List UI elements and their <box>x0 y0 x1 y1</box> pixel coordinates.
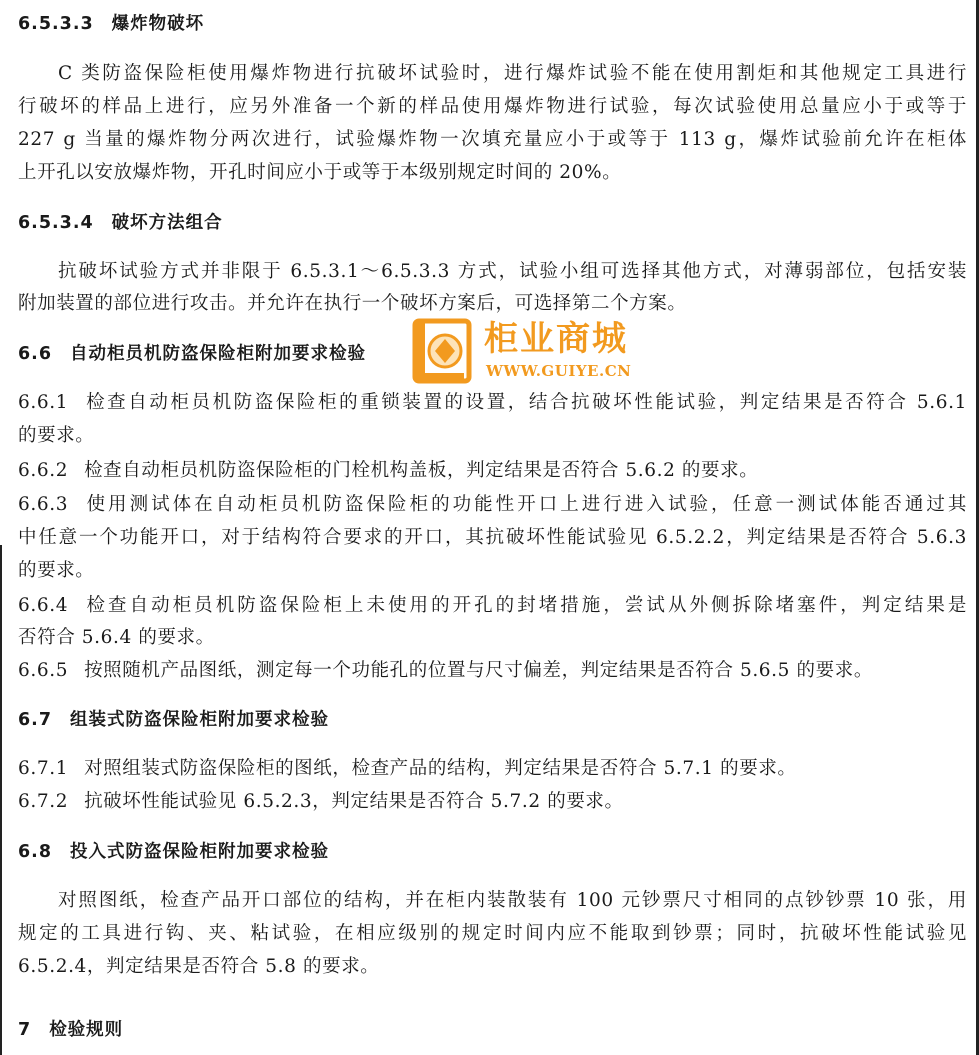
heading-6-7 <box>18 708 967 732</box>
item-text: 检查自动柜员机防盗保险柜的门栓机构盖板，判定结果是否符合 5.6.2 的要求。 <box>84 460 759 481</box>
paragraph-line: 的要求。 <box>18 560 95 581</box>
item-6-7-2 <box>18 790 967 814</box>
section-number: 6.7 <box>18 710 53 730</box>
watermark <box>412 318 652 388</box>
paragraph-line: 行破坏的样品上进行，应另外准备一个新的样品使用爆炸物进行试验，每次试验使用总量应小于或等于 <box>18 96 967 117</box>
paragraph-line: 上开孔以安放爆炸物，开孔时间应小于或等于本级别规定时间的 20%。 <box>18 162 622 183</box>
item-text: 抗破坏性能试验见 6.5.2.3，判定结果是否符合 5.7.2 的要求。 <box>84 791 624 812</box>
item-text: 使用测试体在自动柜员机防盗保险柜的功能性开口上进行进入试验，任意一测试体能否通过其 <box>84 494 967 515</box>
paragraph-line: 附加装置的部位进行攻击。并允许在执行一个破坏方案后，可选择第二个方案。 <box>18 293 687 314</box>
item-number: 6.6.1 <box>18 392 69 413</box>
section-title: 组装式防盗保险柜附加要求检验 <box>70 710 330 730</box>
heading-6-5-3-4 <box>18 211 967 235</box>
section-number: 7 <box>18 1020 32 1040</box>
item-6-6-4 <box>18 594 967 618</box>
heading-6-8 <box>18 840 967 864</box>
section-number: 6.5.3.4 <box>18 213 94 233</box>
section-title: 投入式防盗保险柜附加要求检验 <box>70 842 330 862</box>
paragraph-line: C 类防盗保险柜使用爆炸物进行抗破坏试验时，进行爆炸试验不能在使用割炬和其他规定工具进行 <box>58 63 967 84</box>
paragraph-line: 6.5.2.4，判定结果是否符合 5.8 的要求。 <box>18 956 380 977</box>
section-title: 破坏方法组合 <box>111 213 223 233</box>
item-text: 检查自动柜员机防盗保险柜的重锁装置的设置，结合抗破坏性能试验，判定结果是否符合 5.6.1 <box>84 392 967 413</box>
item-6-7-1 <box>18 757 967 781</box>
section-number: 6.6 <box>18 344 53 364</box>
section-number: 6.8 <box>18 842 53 862</box>
item-number: 6.6.3 <box>18 494 69 515</box>
item-6-6-5 <box>18 659 967 683</box>
watermark-title: 柜业商城 <box>484 319 628 359</box>
paragraph-line: 规定的工具进行钩、夹、粘试验，在相应级别的规定时间内应不能取到钞票；同时，抗破坏性能试验见 <box>18 923 967 944</box>
item-text: 对照组装式防盗保险柜的图纸，检查产品的结构，判定结果是否符合 5.7.1 的要求。 <box>84 758 797 779</box>
watermark-logo-icon <box>412 318 472 384</box>
paragraph-line: 对照图纸，检查产品开口部位的结构，并在柜内装散装有 100 元钞票尺寸相同的点钞钞票 10 张，用 <box>58 890 967 911</box>
item-6-6-2 <box>18 459 967 483</box>
item-text: 按照随机产品图纸，测定每一个功能孔的位置与尺寸偏差，判定结果是否符合 5.6.5 的要求。 <box>84 660 873 681</box>
paragraph-line: 227 g 当量的爆炸物分两次进行，试验爆炸物一次填充量应小于或等于 113 g，爆炸试验前允许在柜体 <box>18 129 967 150</box>
item-number: 6.7.2 <box>18 791 69 812</box>
paragraph-line: 中任意一个功能开口，对于结构符合要求的开口，其抗破坏性能试验见 6.5.2.2，判定结果是否符合 5.6.3 <box>18 527 967 548</box>
paragraph-line: 的要求。 <box>18 425 95 446</box>
section-title: 爆炸物破坏 <box>111 14 205 34</box>
item-6-6-3 <box>18 493 967 517</box>
item-number: 6.6.4 <box>18 595 69 616</box>
item-number: 6.6.5 <box>18 660 69 681</box>
section-number: 6.5.3.3 <box>18 14 94 34</box>
section-title: 检验规则 <box>49 1020 124 1040</box>
heading-6-5-3-3 <box>18 12 967 36</box>
watermark-url: WWW.GUIYE.CN <box>486 362 632 380</box>
heading-7 <box>18 1018 967 1042</box>
page-left-border <box>0 545 2 1055</box>
paragraph-line: 否符合 5.6.4 的要求。 <box>18 627 215 648</box>
item-number: 6.7.1 <box>18 758 69 779</box>
section-title: 自动柜员机防盗保险柜附加要求检验 <box>70 344 367 364</box>
item-6-6-1 <box>18 391 967 415</box>
paragraph-line: 抗破坏试验方式并非限于 6.5.3.1～6.5.3.3 方式，试验小组可选择其他方式，对薄弱部位，包括安装 <box>58 261 967 282</box>
item-number: 6.6.2 <box>18 460 69 481</box>
item-text: 检查自动柜员机防盗保险柜上未使用的开孔的封堵措施，尝试从外侧拆除堵塞件，判定结果是 <box>84 595 967 616</box>
